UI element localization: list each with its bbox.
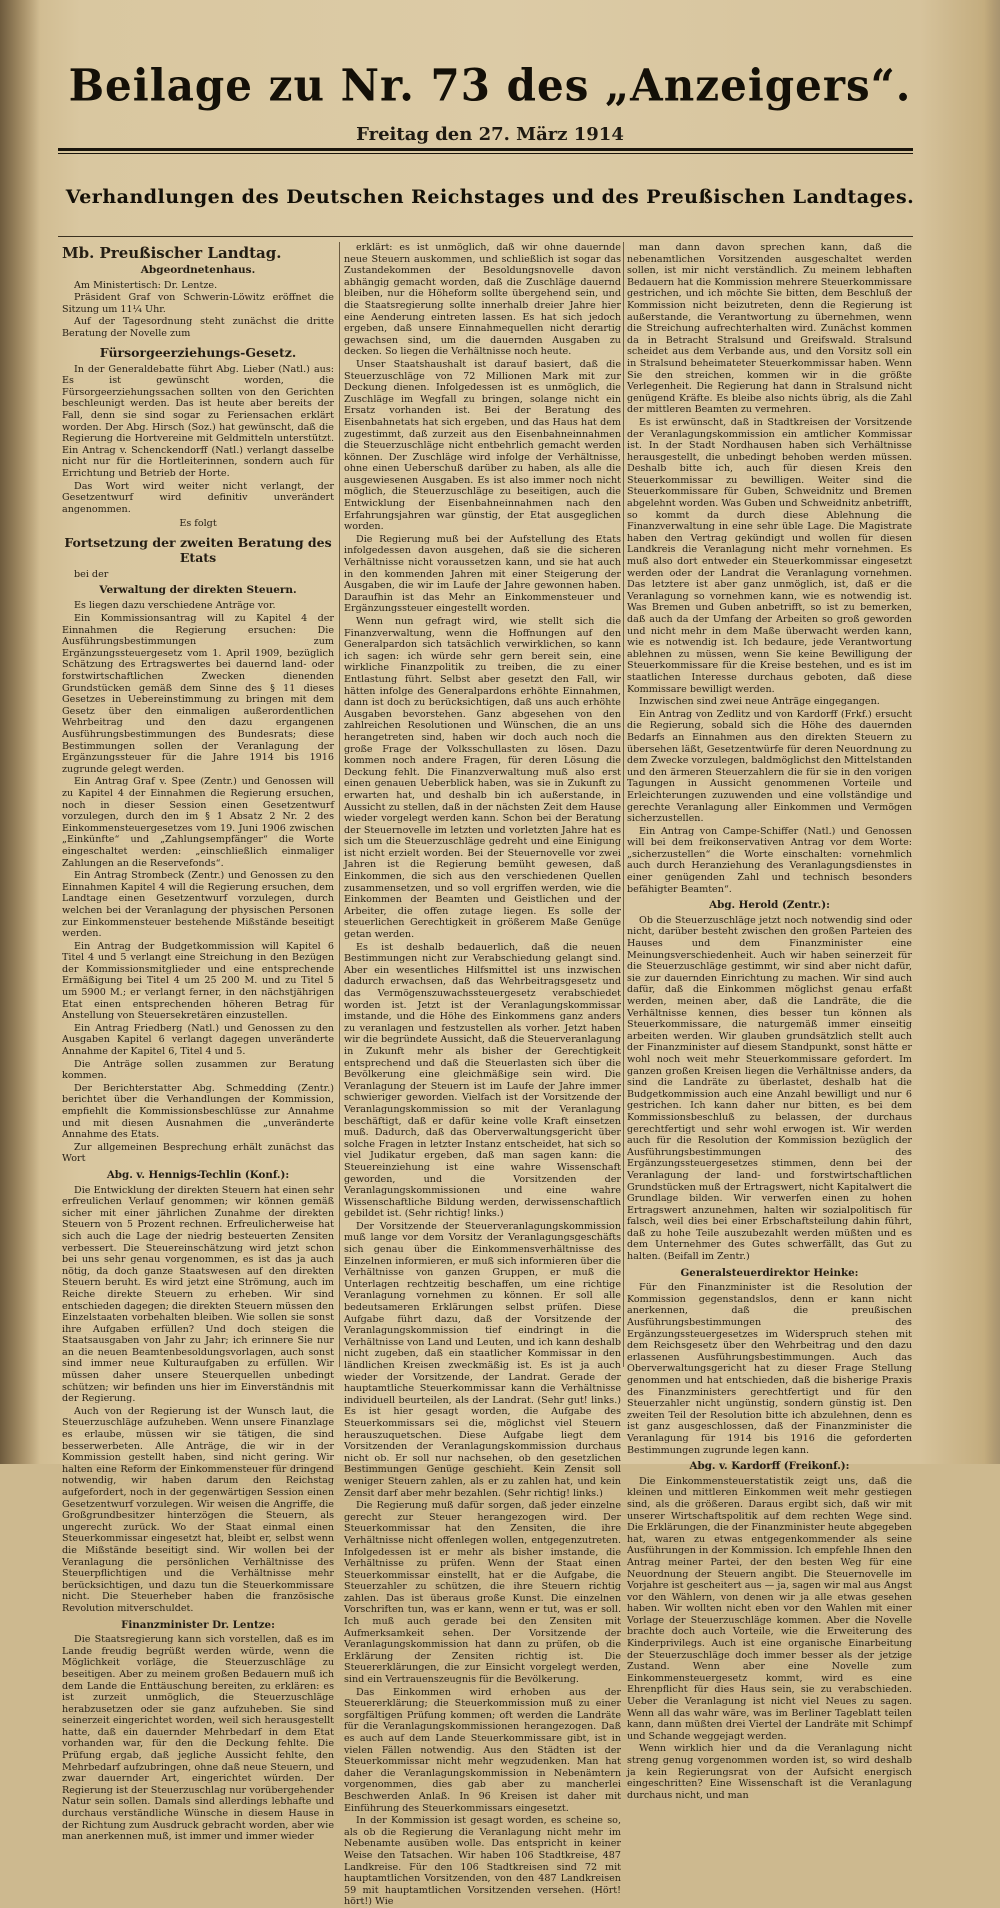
paragraph: bei der: [74, 568, 109, 580]
paragraph: Das Wort wird weiter nicht verlangt, der Gesetzentwurf wird definitiv unverändert angenommen.: [62, 480, 334, 515]
speaker-heading: Generalsteuerdirektor Heinke:: [680, 1266, 859, 1279]
subheading: Fortsetzung der zweiten Beratung des Etats: [64, 534, 332, 565]
paragraph: Inzwischen sind zwei neue Anträge eingegangen.: [639, 696, 880, 708]
paragraph: Es folgt: [179, 518, 217, 530]
subheading: Fürsorgeerziehungs-Gesetz.: [99, 344, 297, 360]
paragraph: Die Regierung muß dafür sorgen, daß jeder einzelne gerecht zur Steuer herangezogen wird. Der Steuerkommissar hat den Zensiten, die ihre Verhältnisse nicht offenlegen wollen, entgegenzutreten. Infolgedessen ist er mehr als bisher imstande, die Verhältnisse zu prüfen. Wenn der Staat einen Steuerkommissar einstellt, hat er die Aufgabe, die Steuerzahler zu schützen, die ihre Steuern richtig zahlen. Das ist überaus große Kunst. Die einzelnen Vorschriften tun, was er kann, wenn er tut, was er soll. Ich muß auch gerade bei den Zensiten mit Aufmerksamkeit sehen. Der Vorsitzende der Veranlagungskommission hat dann zu prüfen, ob die Erklärung der Zensiten richtig ist. Die Steuererklärungen, die zur Einsicht vorgelegt werden, sind ein Vertrauenszeugnis für die Bevölkerung.: [344, 1500, 621, 1686]
page-edge-shadow: [984, 0, 1000, 1464]
article-column-1: [62, 242, 334, 1843]
paragraph: Es ist erwünscht, daß in Stadtkreisen der Vorsitzende der Veranlagungskommission ein amtlicher Kommissar ist. In der Stadt Nordhausen haben sich Verhältnisse herausgestellt, die unbedingt behoben werden müssen. Deshalb bitte ich, auch für diesen Kreis den Steuerkommissar zu bewilligen. Weiter sind die Steuerkommissare für Guben, Schweidnitz und Bremen abgelehnt worden. Was Guben und Schweidnitz anbetrifft, so kommt da durch diese Ablehnung die Finanzverwaltung in eine sehr üble Lage. Die Magistrate haben den Vertrag gekündigt und wollen für diesen Landkreis die Veranlagung nicht mehr vornehmen. Es muß also dort entweder ein Steuerkommissar eingesetzt werden oder der Landrat die Veranlagung vornehmen. Das letztere ist aber ganz unmöglich, ist, daß er die Veranlagung so vornehmen kann, wie es notwendig ist. Was Bremen und Guben anbetrifft, so ist zu bemerken, daß auch da der Umfang der Arbeiten so groß geworden und nicht mehr in dem Maße überwacht werden kann, wie es notwendig ist. Ich bedaure, jede Verantwortung ablehnen zu müssen, wenn Sie keine Bewilligung der Steuerkommissare für die Kreise bestehen, und es ist im staatlichen Interesse durchaus geboten, daß diese Kommissare bewilligt werden.: [627, 416, 912, 695]
paragraph: Unser Staatshaushalt ist darauf basiert, daß die Steuerzuschläge von 72 Millionen Mark mit zur Deckung dienen. Infolgedessen ist es unmöglich, die Zuschläge im Wegfall zu bringen, solange nicht ein Ersatz vorhanden ist. Bei der Beratung des Eisenbahnetats hat sich ergeben, und das Haus hat dem zugestimmt, daß zurzeit aus den Eisenbahneinnahmen die Steuerzuschläge nicht entbehrlich gemacht werden können. Der Zuschläge wird infolge der Verhältnisse, ohne einen Ueberschuß darüber zu haben, als alle die ausgewiesenen Ausgaben. Es ist also immer noch nicht möglich, die Steuerzuschläge zu beseitigen, auch die Entwicklung der Eisenbahneinnahmen nach den Erfahrungsjahren war günstig, der Etat ausgeglichen worden.: [344, 358, 621, 533]
paragraph: Auf der Tagesordnung steht zunächst die dritte Beratung der Novelle zum: [62, 316, 334, 339]
masthead-rule: [58, 148, 913, 151]
paragraph: Ein Kommissionsantrag will zu Kapitel 4 der Einnahmen die Regierung ersuchen: Die Ausführungsbestimmungen zum Ergänzungssteuergesetz vom 1. April 1909, bezüglich Schätzung des Ertragswertes bei dauernd land- oder forstwirtschaftlichen Zwecken dienenden Grundstücken gemäß dem Sinne des § 11 dieses Gesetzes in Uebereinstimmung zu bringen mit dem Gesetz über den einmaligen außerordentlichen Wehrbeitrag und den dazu ergangenen Ausführungsbestimmungen des Bundesrats; diese Bestimmungen sollen der Veranlagung der Ergänzungssteuer für die Jahre 1914 bis 1916 zugrunde gelegt werden.: [62, 613, 334, 775]
paragraph: Ein Antrag von Zedlitz und von Kardorff (Frkf.) ersucht die Regierung, sobald sich die Höhe des dauernden Bedarfs an Einnahmen aus den direkten Steuern zu übersehen läßt, Gesetzentwürfe für deren Neuordnung zu dem Zwecke vorzulegen, baldmöglichst den Mittelstanden und den ärmeren Steuerzahlern die für sie in den vorigen Tagungen in Aussicht genommenen Vorteile und Erleichterungen zuzuwenden und eine vollständige und gerechte Veranlagung aller Einkommen und Vermögen sicherzustellen.: [627, 708, 912, 825]
paragraph: Die Regierung muß bei der Aufstellung des Etats infolgedessen davon ausgehen, daß sie die sicheren Verhältnisse nicht voraussetzen kann, und sie hat auch in den kommenden Jahren mit einer Steigerung der Ausgaben, die wir im Laufe der Jahre gewonnen haben. Daraufhin ist das Mehr an Einkommensteuer und Ergänzungssteuer eingestellt worden.: [344, 533, 621, 615]
paragraph: Ein Antrag von Campe-Schiffer (Natl.) und Genossen will bei dem freikonservativen Antrag vor dem Worte: „sicherzustellen“ die Worte einschalten: vornehmlich auch durch Heranziehung des Veranlagungsdienstes in einer genügenden Zahl und technisch besonders befähigter Beamten“.: [627, 825, 912, 895]
paragraph: Präsident Graf von Schwerin-Löwitz eröffnet die Sitzung um 11¼ Uhr.: [62, 292, 334, 315]
paragraph: Die Anträge sollen zusammen zur Beratung kommen.: [62, 1058, 334, 1082]
page-headline: Verhandlungen des Deutschen Reichstages und des Preußischen Landtages.: [65, 186, 915, 208]
section-title: Mb. Preußischer Landtag.: [62, 244, 282, 262]
paragraph: Zur allgemeinen Besprechung erhält zunächst das Wort: [62, 1141, 334, 1165]
paragraph: Ein Antrag Friedberg (Natl.) und Genossen zu den Ausgaben Kapitel 6 verlangt dagegen unveränderte Annahme der Kapitel 6, Titel 4 und 5.: [62, 1022, 334, 1058]
paragraph: In der Kommission ist gesagt worden, es scheine so, als ob die Regierung die Veranlagung nicht mehr im Nebenamte ausüben wolle. Das entspricht in keiner Weise den Tatsachen. Wir haben 106 Stadtkreise, 487 Landkreise. Für den 106 Stadtkreisen sind 72 mit hauptamtlichen Vorsitzenden, von den 487 Landkreisen 59 mit hauptamtlichen Vorsitzenden versehen. (Hört! hört!) Wie: [344, 1815, 621, 1908]
paragraph: Ein Antrag der Budgetkommission will Kapitel 6 Titel 4 und 5 verlangt eine Streichung in den Bezügen der Kommissionsmitglieder und eine entsprechende Ermäßigung bei Titel 4 um 25 200 M. und zu Titel 5 um 5900 M.; er verlangt ferner, in den nächstjährigen Etat einen entsprechenden höheren Betrag für Anstellung von Steuersekretären einzustellen.: [62, 940, 334, 1022]
paragraph: Die Einkommensteuerstatistik zeigt uns, daß die kleinen und mittleren Einkommen weit mehr gestiegen sind, als die größeren. Daraus ergibt sich, daß wir mit unserer Wirtschaftspolitik auf dem rechten Wege sind. Die Erklärungen, die der Finanzminister heute abgegeben hat, waren zu etwas entgegenkommender als seine Ausführungen in der Kommission. Ich empfehle Ihnen den Antrag meiner Partei, der den besten Weg für eine Neuordnung der Steuern angibt. Die Steuernovelle im Vorjahre ist gescheitert aus — ja, sagen wir mal aus Angst vor den Wählern, von denen wir ja alle etwas gesehen haben. Wir wollten nicht eben vor den Wahlen mit einer Vorlage der Steuerzuschläge kommen. Aber die Novelle brachte doch auch Vorteile, wie die Erweiterung des Kinderprivilegs. Auch ist eine organische Einarbeitung der Steuerzuschläge doch immer besser als der jetzige Zustand. Wenn aber eine Novelle zum Einkommensteuergesetz kommt, wird es eine Ehrenpflicht für dies Haus sein, sie zu verabschieden. Ueber die Veranlagung ist nicht viel Neues zu sagen. Wenn all das wahr wäre, was im Berliner Tageblatt teilen kann, dann müßten drei Viertel der Landräte mit Schimpf und Schande weggejagt werden.: [627, 1475, 912, 1742]
paragraph: Wenn nun gefragt wird, wie stellt sich die Finanzverwaltung, wenn die Hoffnungen auf den Generalpardon sich tatsächlich verwirklichen, so kann ich sagen: ich würde sehr gern bereit sein, eine wirkliche Finanzpolitik zu treiben, die zu einer Entlastung führt. Selbst aber gesetzt den Fall, wir hätten infolge des Generalpardons erhöhte Einnahmen, dann ist doch zu berücksichtigen, daß uns auch erhöhte Ausgaben bevorstehen. Ganz abgesehen von den zahlreichen Resolutionen und Wünschen, die an uns herangetreten sind, haben wir doch auch noch die große Frage der Volksschullasten zu lösen. Dazu kommen noch andere Fragen, für deren Lösung die Deckung fehlt. Die Finanzverwaltung muß also erst einen genauen Ueberblick haben, was sie in Zukunft zu erwarten hat, und deshalb bin ich außerstande, in Aussicht zu stellen, daß in der nächsten Zeit dem Hause wieder vorgelegt werden kann. Schon bei der Beratung der Steuernovelle im letzten und vorletzten Jahre hat es sich um die Steuerzuschläge gedreht und eine Einigung ist nicht erzielt worden. Bei der Steuernovelle vor zwei Jahren ist die Regierung bemüht gewesen, daß Einkommen, die sich aus den verschiedenen Quellen zusammensetzen, und so voll ergriffen werden, wie die Einkommen der Beamten und Geistlichen und der Arbeiter, die offen zutage liegen. Es solle der steuerlichen Gerechtigkeit in größerem Maße Genüge getan werden.: [344, 616, 621, 941]
paragraph: Ein Antrag Strombeck (Zentr.) und Genossen zu den Einnahmen Kapitel 4 will die Regierung ersuchen, dem Landtage einen Gesetzentwurf vorzulegen, durch welchen bei der Veranlagung der physischen Personen zur Einkommensteuer bestehende Mißstände beseitigt werden.: [62, 870, 334, 940]
paragraph: Die Staatsregierung kann sich vorstellen, daß es im Lande freudig begrüßt werden würde, wenn die Möglichkeit vorläge, die Steuerzuschläge zu beseitigen. Aber zu meinem großen Bedauern muß ich dem Lande die Enttäuschung bereiten, zu erklären: es ist zurzeit unmöglich, die Steuerzuschläge herabzusetzen oder sie ganz aufzuheben. Sie sind seinerzeit eingerichtet worden, weil sich herausgestellt hatte, daß ein dauernder Mehrbedarf in dem Etat vorhanden war, für den die Deckung fehlte. Die Prüfung ergab, daß jegliche Aussicht fehlte, den Mehrbedarf aufzubringen, ohne daß neue Steuern, und zwar dauernder Art, eingerichtet würden. Der Regierung ist der Steuerzuschlag nur vorübergehender Natur sein sollen. Damals sind allerdings lebhafte und durchaus verständliche Wünsche in diesem Hause in der Richtung zum Ausdruck gebracht worden, aber wie man anerkennen muß, ist immer und immer wieder: [62, 1634, 334, 1843]
paragraph: Der Berichterstatter Abg. Schmedding (Zentr.) berichtet über die Verhandlungen der Kommission, empfiehlt die Kommissionsbeschlüsse zur Annahme und mit diesen Ausnahmen die „unveränderte Annahme des Etats.: [62, 1082, 334, 1141]
headline-rule: [58, 236, 913, 237]
paragraph: Das Einkommen wird erhoben aus der Steuererklärung; die Steuerkommission muß zu einer sorgfältigen Prüfung kommen; oft werden die Landräte für die Veranlagungskommissionen herangezogen. Daß es auch auf dem Lande Steuerkommissare gibt, ist in vielen Fällen notwendig. Aus den Städten ist der Steuerkommissar nicht mehr wegzudenken. Man hat daher die Veranlagungskommission in Nebenämtern vorgenommen, dies gab aber zu mancherlei Beschwerden Anlaß. In 96 Kreisen ist daher mit Einführung des Steuerkommissars eingesetzt.: [344, 1686, 621, 1814]
page-spine-shadow: [0, 0, 40, 1464]
paragraph: Am Ministertisch: Dr. Lentze.: [74, 279, 218, 291]
paragraph: man dann davon sprechen kann, daß die nebenamtlichen Vorsitzenden ausgeschaltet werden sollen, ist mir nicht verständlich. Zu meinem lebhaften Bedauern hat die Kommission mehrere Steuerkommissare gestrichen, und ich möchte Sie bitten, dem Beschluß der Kommission nicht beizutreten, denn die Regierung ist außerstande, die Verantwortung zu übernehmen, wenn die Streichung aufrechterhalten wird. Zunächst kommen da in Betracht Stralsund und Greifswald. Stralsund scheidet aus dem Verbande aus, und den Vorsitz soll ein in Stralsund beheimateter Steuerkommissar haben. Wenn Sie den streichen, kommen wir in die größte Verlegenheit. Die Regierung hat dann in Stralsund nicht genügend Kräfte. Es bleibe also nichts übrig, als die Zahl der mittleren Beamten zu vermehren.: [627, 242, 912, 416]
article-column-3: [627, 242, 912, 1801]
paragraph: Es ist deshalb bedauerlich, daß die neuen Bestimmungen nicht zur Verabschiedung gelangt sind. Aber ein wesentliches Hilfsmittel ist uns inzwischen dadurch erwachsen, daß das Wehrbeitragsgesetz und das Vermögenszuwachssteuergesetz verabschiedet worden ist. Jetzt ist der Veranlagungskommissar imstande, und die Höhe des Einkommens ganz anders zu veranlagen und festzustellen als vorher. Jetzt haben wir die begründete Aussicht, daß die Steuerveranlagung in Zukunft mehr als bisher der Gerechtigkeit entsprechend und daß die Steuerlasten sich über die Bevölkerung eine gleichmäßige sein wird. Die Veranlagung der Steuern ist im Laufe der Jahre immer schwieriger geworden. Vielfach ist der Vorsitzende der Veranlagungskommission so mit der Veranlagung beschäftigt, daß er dafür keine volle Kraft einsetzen muß. Dadurch, daß das Oberverwaltungsgericht über solche Fragen in letzter Instanz entscheidet, hat sich so viel Judikatur ergeben, daß man sagen kann: die Steuereinziehung ist eine wahre Wissenschaft geworden, und die Vorsitzenden der Veranlagungskommissionen und eine wahre Wissenschaftliche Bildung werden, derwissenschaftlich gebildet ist. (Sehr richtig! links.): [344, 941, 621, 1220]
column-separator: [623, 242, 624, 1367]
paragraph: erklärt: es ist unmöglich, daß wir ohne dauernde neue Steuern auskommen, und schließlich ist sogar das Zustandekommen der Besoldungsnovelle davon abhängig gemacht worden, daß die Zuschläge dauernd bleiben, nur die Höheform sollte übergehend sein, und die Staatsregierung sollte innerhalb dreier Jahre hier eine Aenderung eintreten lassen. Es hat sich jedoch ergeben, daß unsere Einnahmequellen nicht derartig gewachsen sind, um die dauernden Ausgaben zu decken. So liegen die Verhältnisse noch heute.: [344, 242, 621, 358]
speaker-heading: Abg. Herold (Zentr.):: [709, 899, 830, 912]
paragraph: Auch von der Regierung ist der Wunsch laut, die Steuerzuschläge aufzuheben. Wenn unsere Finanzlage es erlaube, müssen wir sie tätigen, die sind besserwerbeten. Alle Anträge, die wir in der Kommission gestellt haben, sind nicht gering. Wir halten eine Reform der Einkommensteuer für dringend notwendig, wir haben darum den Reichstag aufgefordert, noch in der gegenwärtigen Session einen Gesetzentwurf vorzulegen. Wir weisen die Angriffe, die Großgrundbesitzer hinterzögen die Steuern, als ungerecht zurück. Wo der Staat einmal einen Steuerkommissar eingesetzt hat, bleibt er, selbst wenn die Mißstände beseitigt sind. Wir wollen bei der Veranlagung die persönlichen Verhältnisse des Steuerpflichtigen und die Verhältnisse mehr berücksichtigen, und dazu tun die Steuerkommissare nicht. Die Steuerheber haben die französische Revolution mitverschuldet.: [62, 1405, 334, 1614]
paragraph: Für den Finanzminister ist die Resolution der Kommission gegenstandslos, denn er kann nicht anerkennen, daß die preußischen Ausführungsbestimmungen des Ergänzungssteuergesetzes im Widerspruch stehen mit dem Reichsgesetz über den Wehrbeitrag und den dazu erlassenen Ausführungsbestimmungen. Auch das Oberverwaltungsgericht hat zu dieser Frage Stellung genommen und hat entschieden, daß die bisherige Praxis des Finanzministers gerechtfertigt und für den Steuerzahler nicht ungünstig, sondern günstig ist. Den zweiten Teil der Resolution bitte ich abzulehnen, denn es ist ganz ausgeschlossen, daß der Finanzminister die Veranlagung für 1914 bis 1916 die geforderten Bestimmungen zugrunde legen kann.: [627, 1282, 912, 1456]
house-title: Abgeordnetenhaus.: [140, 263, 256, 276]
dateline: Freitag den 27. März 1914: [356, 124, 624, 145]
subheading: Verwaltung der direkten Steuern.: [99, 584, 297, 597]
article-column-2: [344, 242, 621, 1908]
paragraph: Die Entwicklung der direkten Steuern hat einen sehr erfreulichen Verlauf genommen; wir können gemäß sicher mit einer jährlichen Zunahme der direkten Steuern von 5 Prozent rechnen. Erfreulicherweise hat sich auch die Lage der niedrig besteuerten Zensiten verbessert. Die Steuereinschätzung wird jetzt schon bei uns sehr genau vorgenommen, es ist das ja auch nötig, da doch ganze Staatswesen auf den direkten Steuern beruht. Es wird jetzt eine Strömung, auch im Reiche direkte Steuern zu erheben. Wir sind entschieden dagegen; die direkten Steuern müssen den Einzelstaaten vorbehalten bleiben. Wie sollen sie sonst ihre Aufgaben erfüllen? Und doch steigen die Staatsausgaben von Jahr zu Jahr; ich erinnere Sie nur an die neuen Beamtenbesoldungsvorlagen, auch sonst sind immer neue Kulturaufgaben zu erfüllen. Wir müssen daher unsere Steuerquellen unbedingt schützen; wir befinden uns hier im Einverständnis mit der Regierung.: [62, 1184, 334, 1405]
speaker-heading: Finanzminister Dr. Lentze:: [121, 1618, 275, 1631]
speaker-heading: Abg. v. Kardorff (Freikonf.):: [689, 1460, 850, 1473]
paragraph: In der Generaldebatte führt Abg. Lieber (Natl.) aus: Es ist gewünscht worden, die Fürsorgeerziehungssachen sollten von den Gerichten beschleunigt werden. Das ist heute aber bereits der Fall, denn sie sind sogar zu Feriensachen erklärt worden. Der Abg. Hirsch (Soz.) hat gewünscht, daß die Regierung die Hortvereine mit Geldmitteln unterstützt. Ein Antrag v. Schenckendorff (Natl.) verlangt dasselbe nicht nur für die Hortleiterinnen, sondern auch für Errichtung und Betrieb der Horte.: [62, 363, 334, 479]
masthead-rule-thin: [58, 153, 913, 154]
paragraph: Ein Antrag Graf v. Spee (Zentr.) und Genossen will zu Kapitel 4 der Einnahmen die Regierung ersuchen, noch in dieser Session einen Gesetzentwurf vorzulegen, durch den im § 1 Absatz 2 Nr. 2 des Einkommensteuergesetzes vom 19. Juni 1906 zwischen „Einkünfte“ und „Zahlungsempfänger“ die Worte eingeschaltet werden: „einschließlich einmaliger Zahlungen an die Reservefonds“.: [62, 776, 334, 869]
paragraph: Der Vorsitzende der Steuerveranlagungskommission muß lange vor dem Vorsitz der Veranlagungsgeschäfts sich genau über die Einkommensverhältnisse des Einzelnen informieren, er muß sich informieren über die Verhältnisse von ganzen Gruppen, er muß die Unterlagen rechtzeitig beschaffen, um eine richtige Veranlagung vornehmen zu können. Er soll alle bedeutsameren Erklärungen selbst prüfen. Diese Aufgabe führt dazu, daß der Vorsitzende der Veranlagungskommission tief eindringt in die Verhältnisse von Land und Leuten, und ich kann deshalb nicht zugeben, daß ein staatlicher Kommissar in den ländlichen Kreisen zweckmäßig ist. Es ist ja auch wieder der Vorsitzende, der Landrat. Gerade der hauptamtliche Steuerkommissar kann die Verhältnisse individuell beurteilen, als der Landrat. (Sehr gut! links.) Es ist hier gesagt worden, die Aufgabe des Steuerkommissars sei die, möglichst viel Steuern herauszuquetschen. Diese Aufgabe liegt dem Vorsitzenden der Veranlagungskommission durchaus nicht ob. Er soll nur nachsehen, ob den gesetzlichen Bestimmungen Genüge geschieht. Kein Zensit soll weniger Steuern zahlen, als er zu zahlen hat, und kein Zensit darf aber mehr bezahlen. (Sehr richtig! links.): [344, 1220, 621, 1499]
column-separator: [339, 242, 340, 1367]
masthead-title: Beilage zu Nr. 73 des „Anzeigers“.: [68, 59, 912, 112]
speaker-heading: Abg. v. Hennigs-Techlin (Konf.):: [106, 1168, 290, 1181]
paragraph: Wenn wirklich hier und da die Veranlagung nicht streng genug vorgenommen worden ist, so wird deshalb ja kein Regierungsrat von der Aufsicht energisch eingeschritten? Eine Wissenschaft ist die Veranlagung durchaus nicht, und man: [627, 1743, 912, 1801]
paragraph: Es liegen dazu verschiedene Anträge vor.: [74, 600, 276, 612]
paragraph: Ob die Steuerzuschläge jetzt noch notwendig sind oder nicht, darüber besteht zwischen den großen Parteien des Hauses und dem Finanzminister eine Meinungsverschiedenheit. Auch wir haben seinerzeit für die Steuerzuschläge gestimmt, wir sind aber nicht dafür, sie zur dauernden Einrichtung zu machen. Wir sind auch dafür, daß die Einkommen möglichst genau erfaßt werden, meinen aber, daß die Landräte, die die Verhältnisse kennen, dies besser tun können als Steuerkommissare, die naturgemäß immer einseitig arbeiten werden. Wir glauben grundsätzlich stellt auch der Finanzminister auf diesem Standpunkt, sonst hätte er wohl noch weit mehr Steuerkommissare gefordert. Im ganzen großen Kreisen liegen die Verhältnisse anders, da sind die Landräte zu überlastet, deshalb hat die Budgetkommission auch eine Anzahl bewilligt und nur 6 gestrichen. Ich kann daher nur bitten, es bei dem Kommissionsbeschluß zu belassen, der durchaus gerechtfertigt und sehr wohl erwogen ist. Wir werden auch für die Resolution der Kommission bezüglich der Ausführungsbestimmungen des Ergänzungssteuergesetzes stimmen, denn bei der Veranlagung der land- und forstwirtschaftlichen Grundstücken muß der Ertragswert, nicht Kapitalwert die Grundlage bilden. Wir verwerfen einen zu hohen Ertragswert anzunehmen, halten wir sozialpolitisch für falsch, weil dies bei einer Erbschaftsteilung dahin führt, daß zu hohe Teile auszubezahlt werden müßten und es dem Unternehmer des Gutes schwerfällt, das Gut zu halten. (Beifall im Zentr.): [627, 914, 912, 1263]
